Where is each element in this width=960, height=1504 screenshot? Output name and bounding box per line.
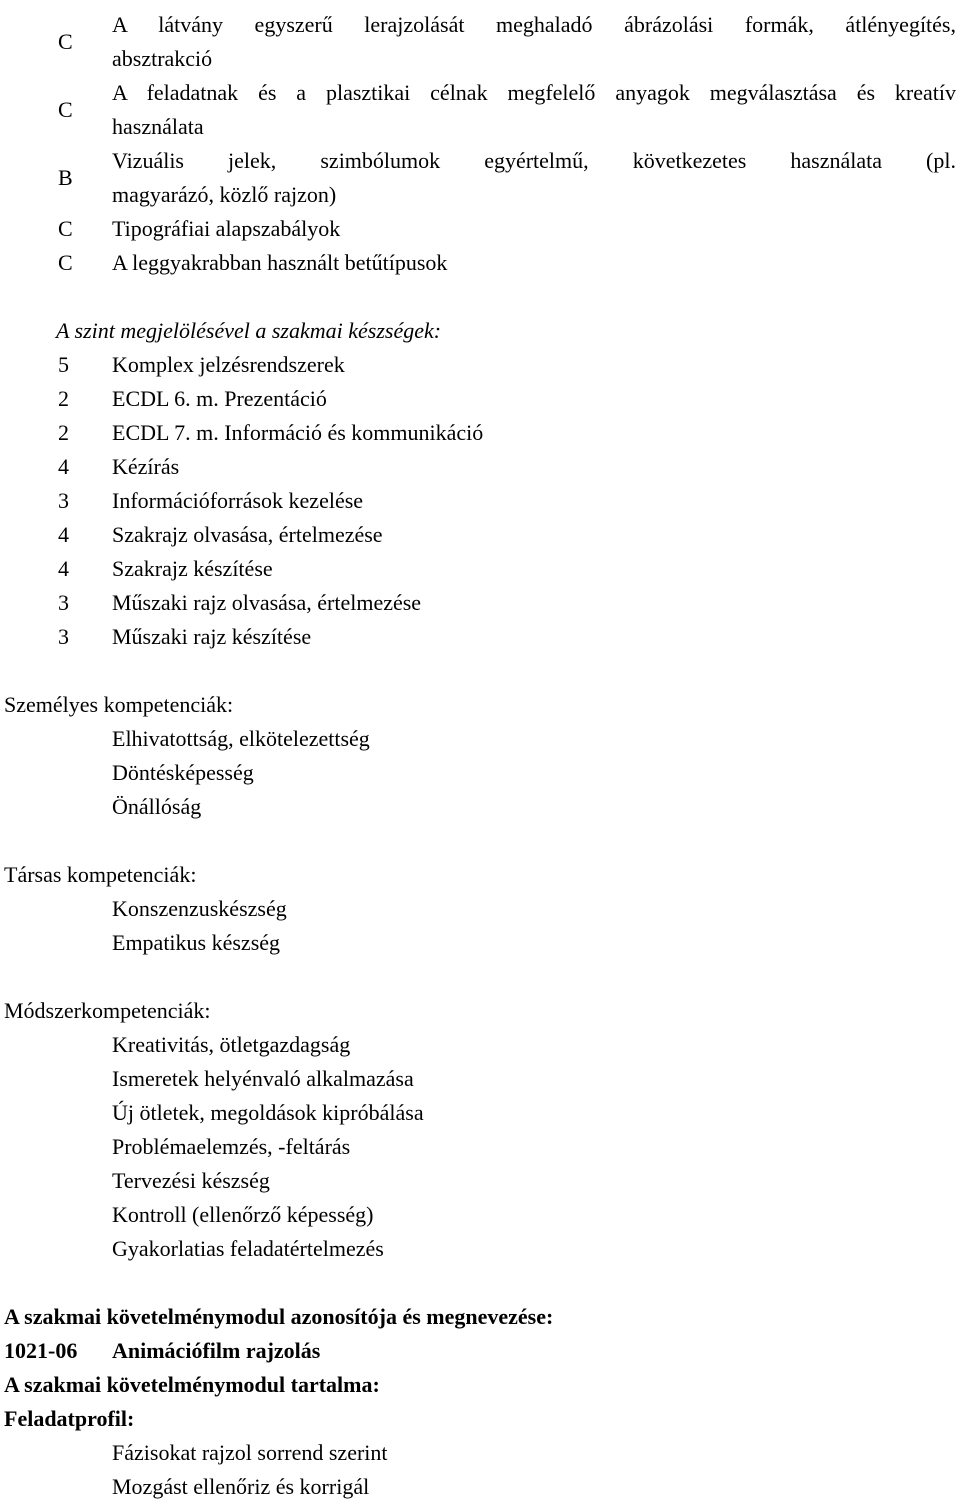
document-page	[0, 8, 960, 1504]
knowledge-text: A leggyakrabban használt betűtípusok	[112, 250, 448, 275]
skill-row	[0, 382, 960, 416]
knowledge-text: Vizuális jelek, szimbólumok egyértelmű, következetes használata (pl.	[112, 148, 956, 173]
list-item: Gyakorlatias feladatértelmezés	[112, 1236, 384, 1261]
skill-label: ECDL 6. m. Prezentáció	[112, 386, 327, 411]
list-item: Fázisokat rajzol sorrend szerint	[112, 1440, 388, 1465]
knowledge-text: magyarázó, közlő rajzon)	[112, 182, 337, 207]
skill-level: 3	[58, 590, 69, 615]
knowledge-row	[0, 212, 960, 246]
skill-label: Komplex jelzésrendszerek	[112, 352, 345, 377]
skill-row	[0, 348, 960, 382]
skill-label: ECDL 7. m. Információ és kommunikáció	[112, 420, 484, 445]
knowledge-text: A feladatnak és a plasztikai célnak megfelelő anyagok megválasztása és kreatív	[112, 80, 956, 105]
skill-row	[0, 518, 960, 552]
module-title	[0, 1334, 960, 1368]
skill-level: 4	[58, 522, 69, 547]
skill-label: Műszaki rajz olvasása, értelmezése	[112, 590, 422, 615]
list-item: Döntésképesség	[112, 760, 254, 785]
task-profile-list	[0, 1436, 960, 1504]
module-content-heading: A szakmai követelménymodul tartalma:	[4, 1372, 380, 1397]
skill-row	[0, 450, 960, 484]
skill-row	[0, 552, 960, 586]
list-item: Empatikus készség	[112, 930, 281, 955]
module-name: Animációfilm rajzolás	[112, 1338, 321, 1363]
list-item: Új ötletek, megoldások kipróbálása	[112, 1100, 424, 1125]
list-item: Kontroll (ellenőrző képesség)	[112, 1202, 374, 1227]
skills-list	[0, 348, 960, 654]
skill-level: 5	[58, 352, 69, 377]
level-code: C	[58, 97, 73, 122]
skill-label: Szakrajz készítése	[112, 556, 273, 581]
level-code: C	[58, 216, 73, 241]
personal-competences-list	[0, 722, 960, 824]
knowledge-row	[0, 246, 960, 280]
skill-row	[0, 416, 960, 450]
list-item: Tervezési készség	[112, 1168, 270, 1193]
skill-level: 2	[58, 420, 69, 445]
skill-label: Műszaki rajz készítése	[112, 624, 312, 649]
knowledge-list	[0, 8, 960, 280]
skill-level: 3	[58, 624, 69, 649]
social-competences-heading: Társas kompetenciák:	[4, 862, 197, 887]
knowledge-row	[0, 144, 960, 212]
skill-label: Szakrajz olvasása, értelmezése	[112, 522, 383, 547]
skill-level: 4	[58, 454, 69, 479]
personal-competences-heading: Személyes kompetenciák:	[4, 692, 234, 717]
list-item: Önállóság	[112, 794, 202, 819]
method-competences-heading: Módszerkompetenciák:	[4, 998, 211, 1023]
task-profile-heading: Feladatprofil:	[4, 1406, 135, 1431]
module-id-heading: A szakmai követelménymodul azonosítója és megnevezése:	[4, 1304, 554, 1329]
skill-row	[0, 620, 960, 654]
skill-level: 4	[58, 556, 69, 581]
module-id: 1021-06	[4, 1338, 78, 1363]
knowledge-row	[0, 8, 960, 76]
list-item: Problémaelemzés, -feltárás	[112, 1134, 351, 1159]
knowledge-text: Tipográfiai alapszabályok	[112, 216, 341, 241]
skill-level: 3	[58, 488, 69, 513]
skill-row	[0, 484, 960, 518]
knowledge-text: használata	[112, 114, 204, 139]
level-code: C	[58, 29, 73, 54]
skill-label: Kézírás	[112, 454, 180, 479]
knowledge-text: A látvány egyszerű lerajzolását meghaladó ábrázolási formák, átlényegítés,	[112, 12, 956, 37]
knowledge-text: absztrakció	[112, 46, 213, 71]
level-code: C	[58, 250, 73, 275]
list-item: Konszenzuskészség	[112, 896, 287, 921]
list-item: Mozgást ellenőriz és korrigál	[112, 1474, 370, 1499]
list-item: Ismeretek helyénvaló alkalmazása	[112, 1066, 414, 1091]
knowledge-row	[0, 76, 960, 144]
skill-level: 2	[58, 386, 69, 411]
level-code: B	[58, 165, 73, 190]
list-item: Kreativitás, ötletgazdagság	[112, 1032, 351, 1057]
list-item: Elhivatottság, elkötelezettség	[112, 726, 370, 751]
social-competences-list	[0, 892, 960, 960]
method-competences-list	[0, 1028, 960, 1266]
skills-heading: A szint megjelölésével a szakmai készségek:	[56, 318, 442, 343]
skill-row	[0, 586, 960, 620]
skill-label: Információforrások kezelése	[112, 488, 364, 513]
